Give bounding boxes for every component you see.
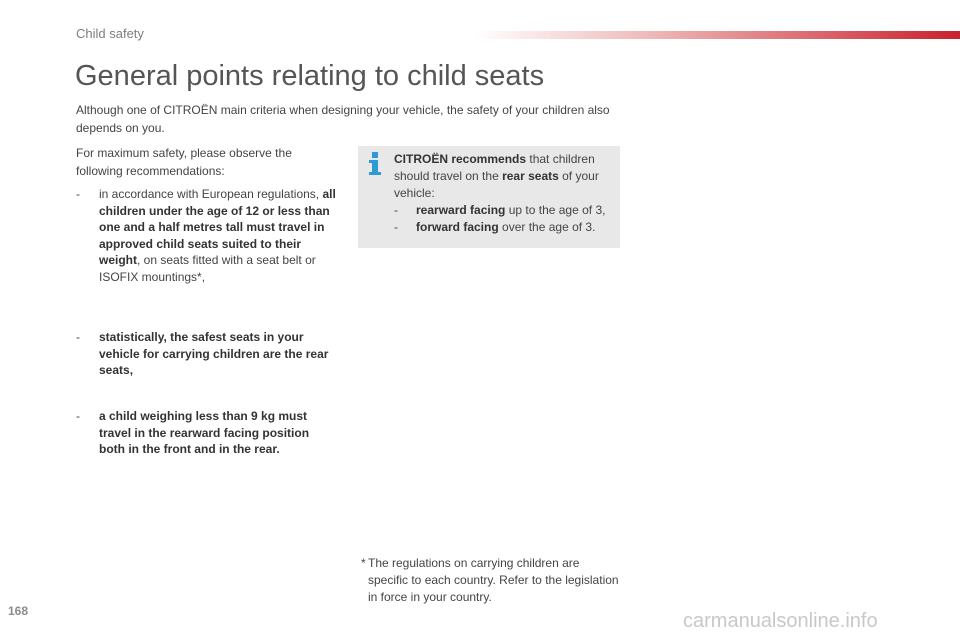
- bullet-dash: -: [76, 330, 80, 344]
- info-list-item: [394, 202, 618, 219]
- info-text-regular: of your vehicle:: [394, 169, 599, 200]
- section-label: Child safety: [76, 26, 144, 41]
- watermark-text: carmanualsonline.info: [683, 610, 878, 632]
- info-box: [358, 146, 620, 248]
- bullet-item-safest-seats: [76, 329, 338, 379]
- info-rear-seats: rear seats: [502, 169, 559, 183]
- bullet-text-bold: a child weighing less than 9 kg must travel in the rearward facing position both in the front and in the rear.: [99, 409, 310, 456]
- info-item-text: up to the age of 3,: [505, 203, 606, 217]
- info-dash: -: [394, 220, 398, 234]
- info-item-text: over the age of 3.: [498, 220, 596, 234]
- intro-paragraph: Although one of CITROËN main criteria when designing your vehicle, the safety of your children also depends on you.: [76, 103, 610, 135]
- bullet-dash: -: [76, 409, 80, 423]
- bullet-text: [99, 329, 338, 379]
- info-brand: CITROËN recommends: [394, 152, 527, 166]
- bullet-item-regulations: [76, 186, 338, 285]
- info-text: [394, 151, 618, 236]
- footnote-text: The regulations on carrying children are specific to each country. Refer to the legislation in force in your country.: [368, 556, 619, 604]
- bullet-text-regular: in accordance with European regulations,: [99, 187, 323, 201]
- info-item-bold: forward facing: [416, 220, 499, 234]
- info-item-bold: rearward facing: [416, 203, 506, 217]
- bullet-dash: -: [76, 187, 80, 201]
- info-list-item: [394, 219, 618, 236]
- info-recommendation: [394, 151, 618, 202]
- bullet-text-regular: , on seats fitted with a seat belt or ISOFIX mountings*,: [99, 253, 316, 284]
- bullet-text: [99, 186, 338, 285]
- page-title: General points relating to child seats: [75, 60, 545, 92]
- info-text-regular: that children should travel on the: [394, 152, 595, 183]
- bullet-text: [99, 408, 338, 458]
- info-icon: [368, 152, 382, 176]
- info-dash: -: [394, 203, 398, 217]
- bullet-item-rearward-position: [76, 408, 338, 458]
- footnote-star: *: [361, 556, 366, 570]
- footnote: [361, 555, 621, 606]
- lead-paragraph: For maximum safety, please observe the following recommendations:: [76, 146, 292, 178]
- bullet-text-bold: all children under the age of 12 or less than one and a half metres tall must travel in approved child seats suited to their weight: [99, 187, 336, 267]
- header-accent-bar: [475, 31, 960, 39]
- page-number: 168: [8, 604, 29, 618]
- bullet-text-bold: statistically, the safest seats in your vehicle for carrying children are the rear seats,: [99, 330, 329, 377]
